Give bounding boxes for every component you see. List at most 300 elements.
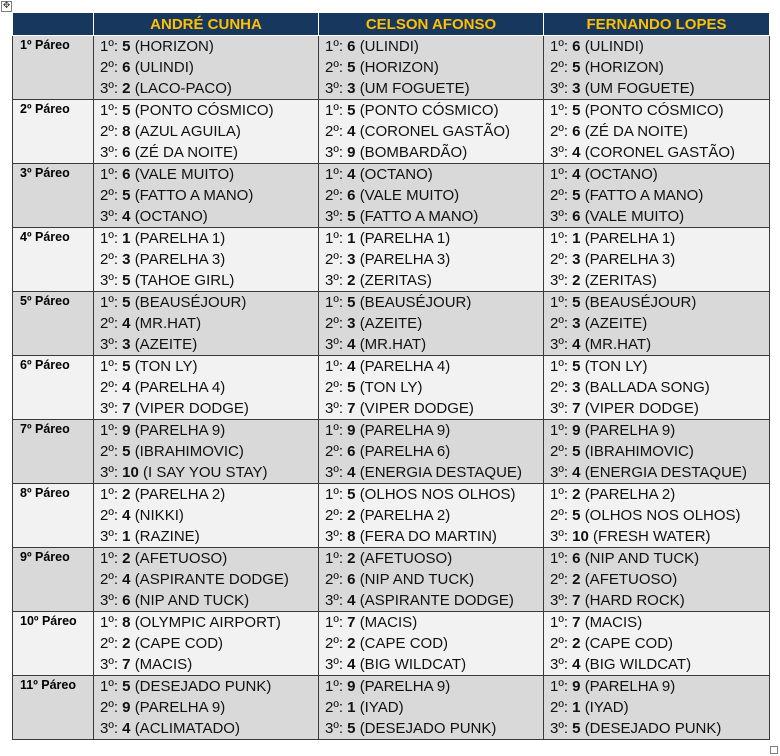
horse-name: (PARELHA 2) [359, 507, 451, 524]
horse-number: 6 [347, 38, 356, 55]
pick-line [94, 57, 318, 78]
horse-name: (NIP AND TUCK) [359, 571, 475, 588]
picks-cell [319, 292, 544, 356]
pick-line [544, 377, 769, 398]
horse-name: (TAHOE GIRL) [134, 272, 235, 289]
horse-number: 6 [347, 443, 356, 460]
horse-name: (MACIS) [134, 656, 193, 673]
pick-position: 3º: [100, 336, 118, 353]
horse-number: 3 [572, 251, 581, 268]
horse-number: 7 [572, 614, 581, 631]
pick-line [94, 590, 318, 611]
pick-position: 2º: [100, 699, 118, 716]
horse-name: (OLHOS NOS OLHOS) [359, 486, 516, 503]
horse-number: 4 [122, 315, 131, 332]
pick-position: 1º: [325, 38, 343, 55]
pick-line [319, 697, 543, 718]
header-cell-corner [13, 13, 94, 36]
horse-number: 5 [347, 486, 356, 503]
horse-number: 1 [347, 699, 356, 716]
horse-name: (ASPIRANTE DODGE) [134, 571, 289, 588]
horse-name: (ZERITAS) [584, 272, 657, 289]
horse-name: (DESEJADO PUNK) [134, 678, 272, 695]
pick-position: 1º: [325, 550, 343, 567]
horse-name: (ENERGIA DESTAQUE) [584, 464, 747, 481]
horse-number: 6 [347, 187, 356, 204]
horse-number: 5 [347, 59, 356, 76]
pick-line [319, 121, 543, 142]
pick-position: 2º: [325, 251, 343, 268]
pick-position: 2º: [550, 443, 568, 460]
horse-number: 5 [122, 272, 131, 289]
pick-position: 2º: [100, 571, 118, 588]
pick-position: 1º: [325, 486, 343, 503]
pick-position: 1º: [100, 486, 118, 503]
picks-cell [94, 548, 319, 612]
horse-name: (OCTANO) [134, 208, 208, 225]
pick-position: 3º: [100, 656, 118, 673]
horse-name: (BIG WILDCAT) [359, 656, 467, 673]
pick-line [94, 548, 318, 569]
horse-number: 4 [122, 571, 131, 588]
pick-position: 3º: [550, 144, 568, 161]
pick-position: 2º: [100, 379, 118, 396]
horse-number: 4 [572, 336, 581, 353]
pick-line [544, 484, 769, 505]
pick-position: 3º: [550, 656, 568, 673]
horse-number: 8 [122, 123, 131, 140]
pick-line [94, 185, 318, 206]
horse-number: 5 [122, 187, 131, 204]
horse-number: 3 [572, 379, 581, 396]
pick-position: 2º: [325, 507, 343, 524]
horse-number: 7 [122, 400, 131, 417]
horse-number: 3 [122, 336, 131, 353]
pick-line [94, 142, 318, 163]
picks-cell [544, 484, 770, 548]
pick-position: 3º: [550, 592, 568, 609]
horse-number: 5 [122, 678, 131, 695]
pick-line [94, 612, 318, 633]
pick-line [319, 462, 543, 483]
pick-line [94, 334, 318, 355]
picks-cell [319, 164, 544, 228]
horse-name: (PARELHA 9) [584, 678, 676, 695]
horse-number: 5 [122, 294, 131, 311]
pick-line [319, 590, 543, 611]
pick-line [544, 676, 769, 697]
pick-position: 3º: [100, 272, 118, 289]
horse-number: 6 [347, 571, 356, 588]
pick-position: 1º: [100, 166, 118, 183]
horse-name: (VALE MUITO) [134, 166, 235, 183]
pick-line [94, 484, 318, 505]
horse-number: 4 [122, 379, 131, 396]
horse-name: (ULINDI) [134, 59, 194, 76]
horse-number: 2 [347, 550, 356, 567]
picks-cell [319, 36, 544, 100]
pick-line [544, 249, 769, 270]
horse-number: 6 [572, 123, 581, 140]
pick-line [544, 654, 769, 675]
pick-position: 2º: [550, 699, 568, 716]
horse-name: (VIPER DODGE) [584, 400, 699, 417]
pick-line [319, 718, 543, 739]
pick-position: 2º: [100, 507, 118, 524]
horse-number: 5 [347, 720, 356, 737]
pick-line [319, 78, 543, 99]
picks-cell [94, 100, 319, 164]
pick-line [319, 441, 543, 462]
pick-position: 3º: [325, 272, 343, 289]
horse-name: (IYAD) [584, 699, 629, 716]
pick-line [94, 228, 318, 249]
pick-position: 3º: [550, 464, 568, 481]
table-row [13, 548, 770, 612]
pick-line [319, 484, 543, 505]
pick-line [94, 633, 318, 654]
horse-name: (MR.HAT) [134, 315, 202, 332]
horse-number: 4 [122, 720, 131, 737]
pick-line [544, 36, 769, 57]
picks-cell [319, 612, 544, 676]
horse-name: (BOMBARDÃO) [359, 144, 468, 161]
pick-position: 1º: [550, 614, 568, 631]
pick-position: 2º: [550, 571, 568, 588]
horse-number: 8 [347, 528, 356, 545]
horse-number: 5 [572, 358, 581, 375]
horse-number: 7 [347, 400, 356, 417]
horse-name: (ASPIRANTE DODGE) [359, 592, 514, 609]
horse-name: (TON LY) [584, 358, 648, 375]
pick-position: 2º: [325, 635, 343, 652]
horse-number: 3 [122, 251, 131, 268]
horse-name: (PARELHA 4) [359, 358, 451, 375]
picks-cell [544, 292, 770, 356]
horse-name: (RAZINE) [134, 528, 200, 545]
horse-name: (IBRAHIMOVIC) [134, 443, 244, 460]
pick-position: 1º: [550, 422, 568, 439]
picks-cell [544, 420, 770, 484]
horse-name: (PARELHA 4) [134, 379, 226, 396]
table-row [13, 100, 770, 164]
horse-name: (PARELHA 9) [359, 678, 451, 695]
horse-number: 5 [347, 102, 356, 119]
picks-cell [319, 548, 544, 612]
pick-position: 3º: [100, 80, 118, 97]
table-row [13, 484, 770, 548]
pick-position: 3º: [100, 208, 118, 225]
horse-name: (CAPE COD) [359, 635, 449, 652]
pick-position: 1º: [100, 358, 118, 375]
pick-position: 2º: [325, 443, 343, 460]
pick-position: 3º: [550, 208, 568, 225]
pick-position: 1º: [550, 166, 568, 183]
table-row [13, 164, 770, 228]
horse-number: 6 [122, 166, 131, 183]
pick-position: 3º: [325, 592, 343, 609]
horse-number: 9 [347, 144, 356, 161]
pick-line [94, 420, 318, 441]
horse-number: 5 [572, 720, 581, 737]
pick-line [319, 548, 543, 569]
horse-number: 9 [347, 422, 356, 439]
horse-name: (IBRAHIMOVIC) [584, 443, 694, 460]
table-row [13, 676, 770, 740]
picks-cell [94, 36, 319, 100]
horse-name: (ZERITAS) [359, 272, 432, 289]
pick-line [544, 121, 769, 142]
horse-name: (BEAUSÉJOUR) [584, 294, 697, 311]
pick-line [94, 206, 318, 227]
pick-line [319, 398, 543, 419]
horse-name: (DESEJADO PUNK) [359, 720, 497, 737]
pick-position: 2º: [550, 635, 568, 652]
picks-cell [94, 612, 319, 676]
horse-name: (CORONEL GASTÃO) [359, 123, 510, 140]
pick-position: 3º: [550, 272, 568, 289]
horse-number: 5 [122, 443, 131, 460]
horse-number: 2 [122, 80, 131, 97]
pick-line [319, 185, 543, 206]
race-label: 1º Páreo [13, 36, 94, 100]
horse-number: 5 [572, 187, 581, 204]
horse-number: 2 [347, 272, 356, 289]
pick-line [544, 57, 769, 78]
horse-name: (UM FOGUETE) [359, 80, 470, 97]
pick-position: 2º: [325, 59, 343, 76]
pick-position: 3º: [100, 400, 118, 417]
pick-line [94, 100, 318, 121]
horse-number: 6 [122, 144, 131, 161]
picks-cell [94, 164, 319, 228]
pick-line [94, 121, 318, 142]
horse-name: (OLHOS NOS OLHOS) [584, 507, 741, 524]
picks-cell [544, 36, 770, 100]
race-label: 8º Páreo [13, 484, 94, 548]
pick-line [94, 164, 318, 185]
horse-name: (LACO-PACO) [134, 80, 232, 97]
horse-name: (TON LY) [134, 358, 198, 375]
horse-number: 5 [572, 507, 581, 524]
horse-name: (PARELHA 6) [359, 443, 451, 460]
pick-position: 2º: [325, 379, 343, 396]
pick-line [544, 100, 769, 121]
pick-position: 3º: [100, 144, 118, 161]
pick-position: 2º: [325, 315, 343, 332]
horse-number: 2 [347, 635, 356, 652]
horse-name: (PARELHA 1) [134, 230, 226, 247]
pick-line [94, 398, 318, 419]
pick-line [544, 590, 769, 611]
horse-name: (VIPER DODGE) [134, 400, 249, 417]
pick-position: 1º: [325, 614, 343, 631]
picks-cell [319, 420, 544, 484]
race-picks-table [12, 12, 770, 740]
horse-number: 4 [572, 656, 581, 673]
horse-name: (CAPE COD) [134, 635, 224, 652]
pick-position: 1º: [550, 486, 568, 503]
pick-line [544, 228, 769, 249]
pick-line [319, 164, 543, 185]
horse-name: (TON LY) [359, 379, 423, 396]
pick-line [319, 505, 543, 526]
picks-cell [544, 164, 770, 228]
horse-number: 2 [347, 507, 356, 524]
table-resize-handle-icon[interactable] [770, 746, 778, 754]
horse-name: (AZEITE) [584, 315, 648, 332]
horse-name: (AZEITE) [359, 315, 423, 332]
picks-cell [544, 612, 770, 676]
horse-name: (AFETUOSO) [134, 550, 228, 567]
horse-name: (MR.HAT) [584, 336, 652, 353]
pick-position: 2º: [550, 315, 568, 332]
picks-cell [94, 484, 319, 548]
picks-cell [319, 676, 544, 740]
picks-cell [94, 420, 319, 484]
race-label: 5º Páreo [13, 292, 94, 356]
pick-line [94, 697, 318, 718]
pick-position: 3º: [550, 720, 568, 737]
table-row [13, 612, 770, 676]
pick-line [94, 377, 318, 398]
pick-position: 2º: [550, 59, 568, 76]
pick-line [544, 697, 769, 718]
horse-name: (PARELHA 3) [359, 251, 451, 268]
horse-name: (PONTO CÓSMICO) [584, 102, 724, 119]
horse-name: (NIP AND TUCK) [134, 592, 250, 609]
horse-name: (VIPER DODGE) [359, 400, 474, 417]
pick-line [319, 57, 543, 78]
horse-number: 1 [122, 528, 131, 545]
table-row [13, 292, 770, 356]
pick-position: 1º: [550, 358, 568, 375]
horse-number: 4 [347, 592, 356, 609]
pick-line [544, 313, 769, 334]
pick-position: 1º: [550, 294, 568, 311]
horse-number: 2 [122, 635, 131, 652]
picks-cell [544, 676, 770, 740]
table-row [13, 356, 770, 420]
horse-name: (BEAUSÉJOUR) [134, 294, 247, 311]
picks-cell [544, 228, 770, 292]
pick-position: 2º: [100, 315, 118, 332]
pick-position: 2º: [100, 251, 118, 268]
header-cell-celson-afonso: CELSON AFONSO [319, 13, 544, 36]
pick-line [319, 676, 543, 697]
pick-position: 1º: [100, 294, 118, 311]
pick-line [94, 270, 318, 291]
horse-name: (HARD ROCK) [584, 592, 685, 609]
pick-line [319, 334, 543, 355]
pick-position: 3º: [550, 528, 568, 545]
pick-position: 1º: [325, 358, 343, 375]
pick-line [94, 718, 318, 739]
race-label: 4º Páreo [13, 228, 94, 292]
pick-line [319, 633, 543, 654]
pick-position: 1º: [325, 102, 343, 119]
pick-position: 1º: [550, 102, 568, 119]
pick-position: 2º: [100, 59, 118, 76]
pick-position: 1º: [100, 102, 118, 119]
horse-name: (FRESH WATER) [593, 528, 711, 545]
race-label: 9º Páreo [13, 548, 94, 612]
pick-line [319, 356, 543, 377]
horse-number: 6 [122, 592, 131, 609]
horse-name: (MR.HAT) [359, 336, 427, 353]
pick-line [319, 569, 543, 590]
pick-line [544, 356, 769, 377]
pick-line [544, 334, 769, 355]
pick-position: 3º: [100, 720, 118, 737]
horse-name: (AFETUOSO) [584, 571, 678, 588]
pick-position: 3º: [550, 400, 568, 417]
pick-line [319, 100, 543, 121]
pick-line [319, 292, 543, 313]
pick-line [319, 270, 543, 291]
table-move-handle-icon[interactable]: ✥ [2, 1, 11, 11]
pick-line [94, 292, 318, 313]
horse-name: (ZÉ DA NOITE) [584, 123, 689, 140]
horse-number: 1 [572, 699, 581, 716]
horse-name: (I SAY YOU STAY) [143, 464, 268, 481]
pick-position: 1º: [100, 550, 118, 567]
pick-position: 1º: [325, 166, 343, 183]
pick-line [544, 462, 769, 483]
horse-number: 10 [572, 528, 589, 545]
pick-position: 2º: [325, 699, 343, 716]
picks-cell [94, 676, 319, 740]
pick-line [94, 526, 318, 547]
horse-name: (PARELHA 2) [134, 486, 226, 503]
horse-number: 10 [122, 464, 139, 481]
pick-line [94, 78, 318, 99]
horse-number: 3 [347, 251, 356, 268]
horse-name: (PARELHA 9) [584, 422, 676, 439]
horse-name: (ZÉ DA NOITE) [134, 144, 239, 161]
pick-line [544, 270, 769, 291]
pick-position: 1º: [325, 230, 343, 247]
horse-name: (ACLIMATADO) [134, 720, 240, 737]
pick-position: 3º: [550, 80, 568, 97]
table-body [13, 36, 770, 740]
horse-number: 5 [122, 38, 131, 55]
horse-number: 2 [122, 486, 131, 503]
picks-cell [544, 356, 770, 420]
horse-number: 8 [122, 614, 131, 631]
table-row [13, 36, 770, 100]
picks-cell [544, 100, 770, 164]
race-label: 7º Páreo [13, 420, 94, 484]
pick-position: 1º: [550, 550, 568, 567]
pick-position: 3º: [550, 336, 568, 353]
pick-line [544, 526, 769, 547]
horse-name: (PONTO CÓSMICO) [359, 102, 499, 119]
race-label: 10º Páreo [13, 612, 94, 676]
horse-number: 4 [122, 208, 131, 225]
pick-line [544, 420, 769, 441]
pick-position: 1º: [100, 230, 118, 247]
horse-number: 2 [572, 635, 581, 652]
horse-name: (PARELHA 9) [359, 422, 451, 439]
horse-number: 5 [572, 102, 581, 119]
horse-number: 4 [122, 507, 131, 524]
horse-name: (BEAUSÉJOUR) [359, 294, 472, 311]
horse-name: (IYAD) [359, 699, 404, 716]
horse-name: (HORIZON) [359, 59, 439, 76]
horse-name: (PARELHA 1) [359, 230, 451, 247]
pick-line [544, 185, 769, 206]
